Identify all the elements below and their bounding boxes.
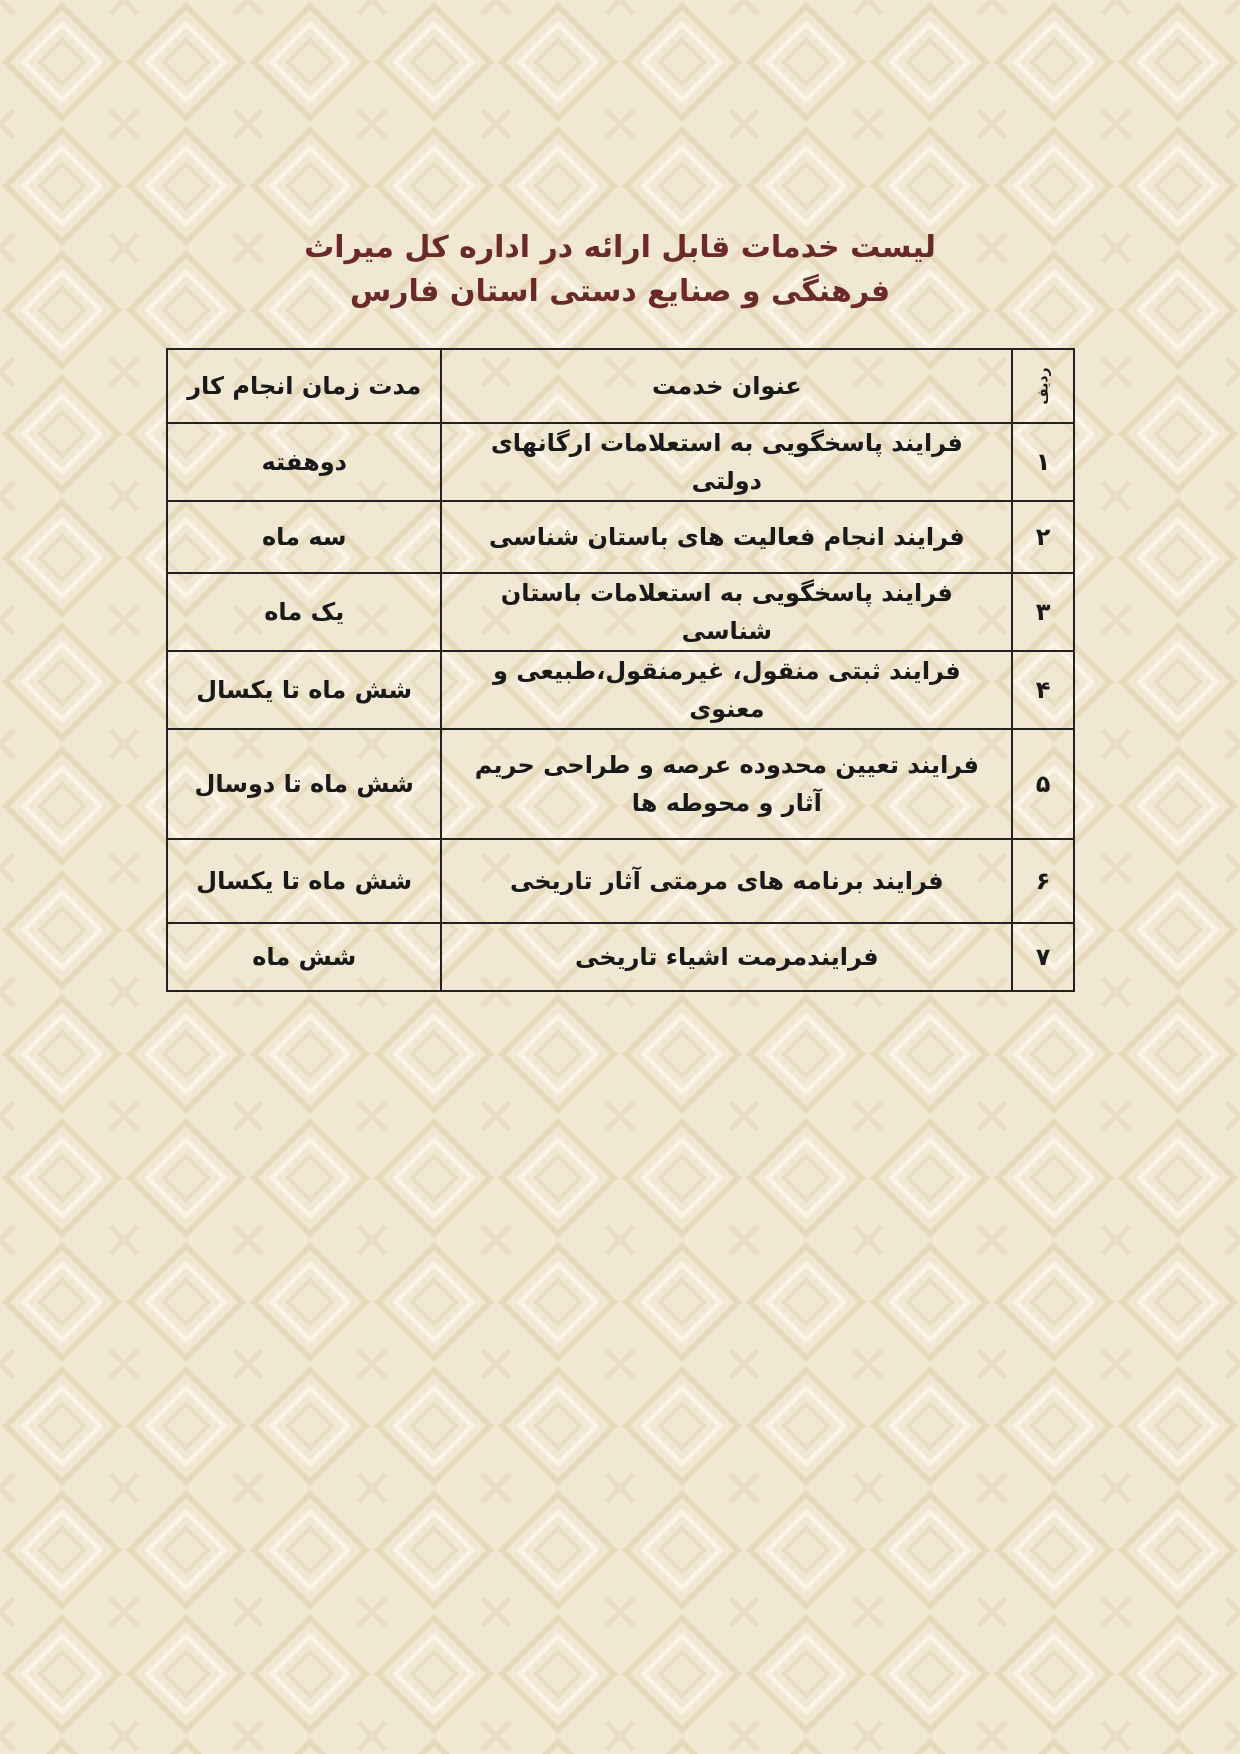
row-title: فرایند انجام فعالیت های باستان شناسی: [441, 501, 1012, 573]
row-title: فرایندمرمت اشیاء تاریخی: [441, 923, 1012, 991]
page-title-line-2: فرهنگی و صنایع دستی استان فارس: [349, 274, 891, 309]
row-duration: شش ماه تا یکسال: [167, 839, 441, 923]
table-row: [167, 423, 1074, 501]
row-number: ۲: [1012, 501, 1074, 573]
page-title-line-1: لیست خدمات قابل ارائه در اداره کل میراث: [304, 230, 936, 265]
table-row: [167, 651, 1074, 729]
row-number: ۶: [1012, 839, 1074, 923]
table-row: [167, 839, 1074, 923]
row-duration: سه ماه: [167, 501, 441, 573]
header-duration: مدت زمان انجام کار: [167, 349, 441, 423]
row-duration: شش ماه تا دوسال: [167, 729, 441, 839]
row-duration: دوهفته: [167, 423, 441, 501]
row-duration: شش ماه تا یکسال: [167, 651, 441, 729]
row-number: ۵: [1012, 729, 1074, 839]
header-number: [1012, 349, 1074, 423]
row-number: ۴: [1012, 651, 1074, 729]
row-duration: یک ماه: [167, 573, 441, 651]
table-row: [167, 729, 1074, 839]
row-title: فرایند تعیین محدوده عرصه و طراحی حریم آثار و محوطه ها: [441, 729, 1012, 839]
table-header-row: [167, 349, 1074, 423]
header-title: عنوان خدمت: [441, 349, 1012, 423]
page-title: [0, 226, 1240, 314]
header-number-label: ردیف: [1035, 367, 1052, 405]
row-number: ۷: [1012, 923, 1074, 991]
table-row: [167, 923, 1074, 991]
row-title: فرایند پاسخگویی به استعلامات ارگانهای دولتی: [441, 423, 1012, 501]
row-title: فرایند برنامه های مرمتی آثار تاریخی: [441, 839, 1012, 923]
row-title: فرایند ثبتی منقول، غیرمنقول،طبیعی و معنوی: [441, 651, 1012, 729]
row-number: ۱: [1012, 423, 1074, 501]
services-table: [166, 348, 1075, 992]
table-row: [167, 573, 1074, 651]
table-row: [167, 501, 1074, 573]
row-title: فرایند پاسخگویی به استعلامات باستان شناسی: [441, 573, 1012, 651]
row-duration: شش ماه: [167, 923, 441, 991]
row-number: ۳: [1012, 573, 1074, 651]
